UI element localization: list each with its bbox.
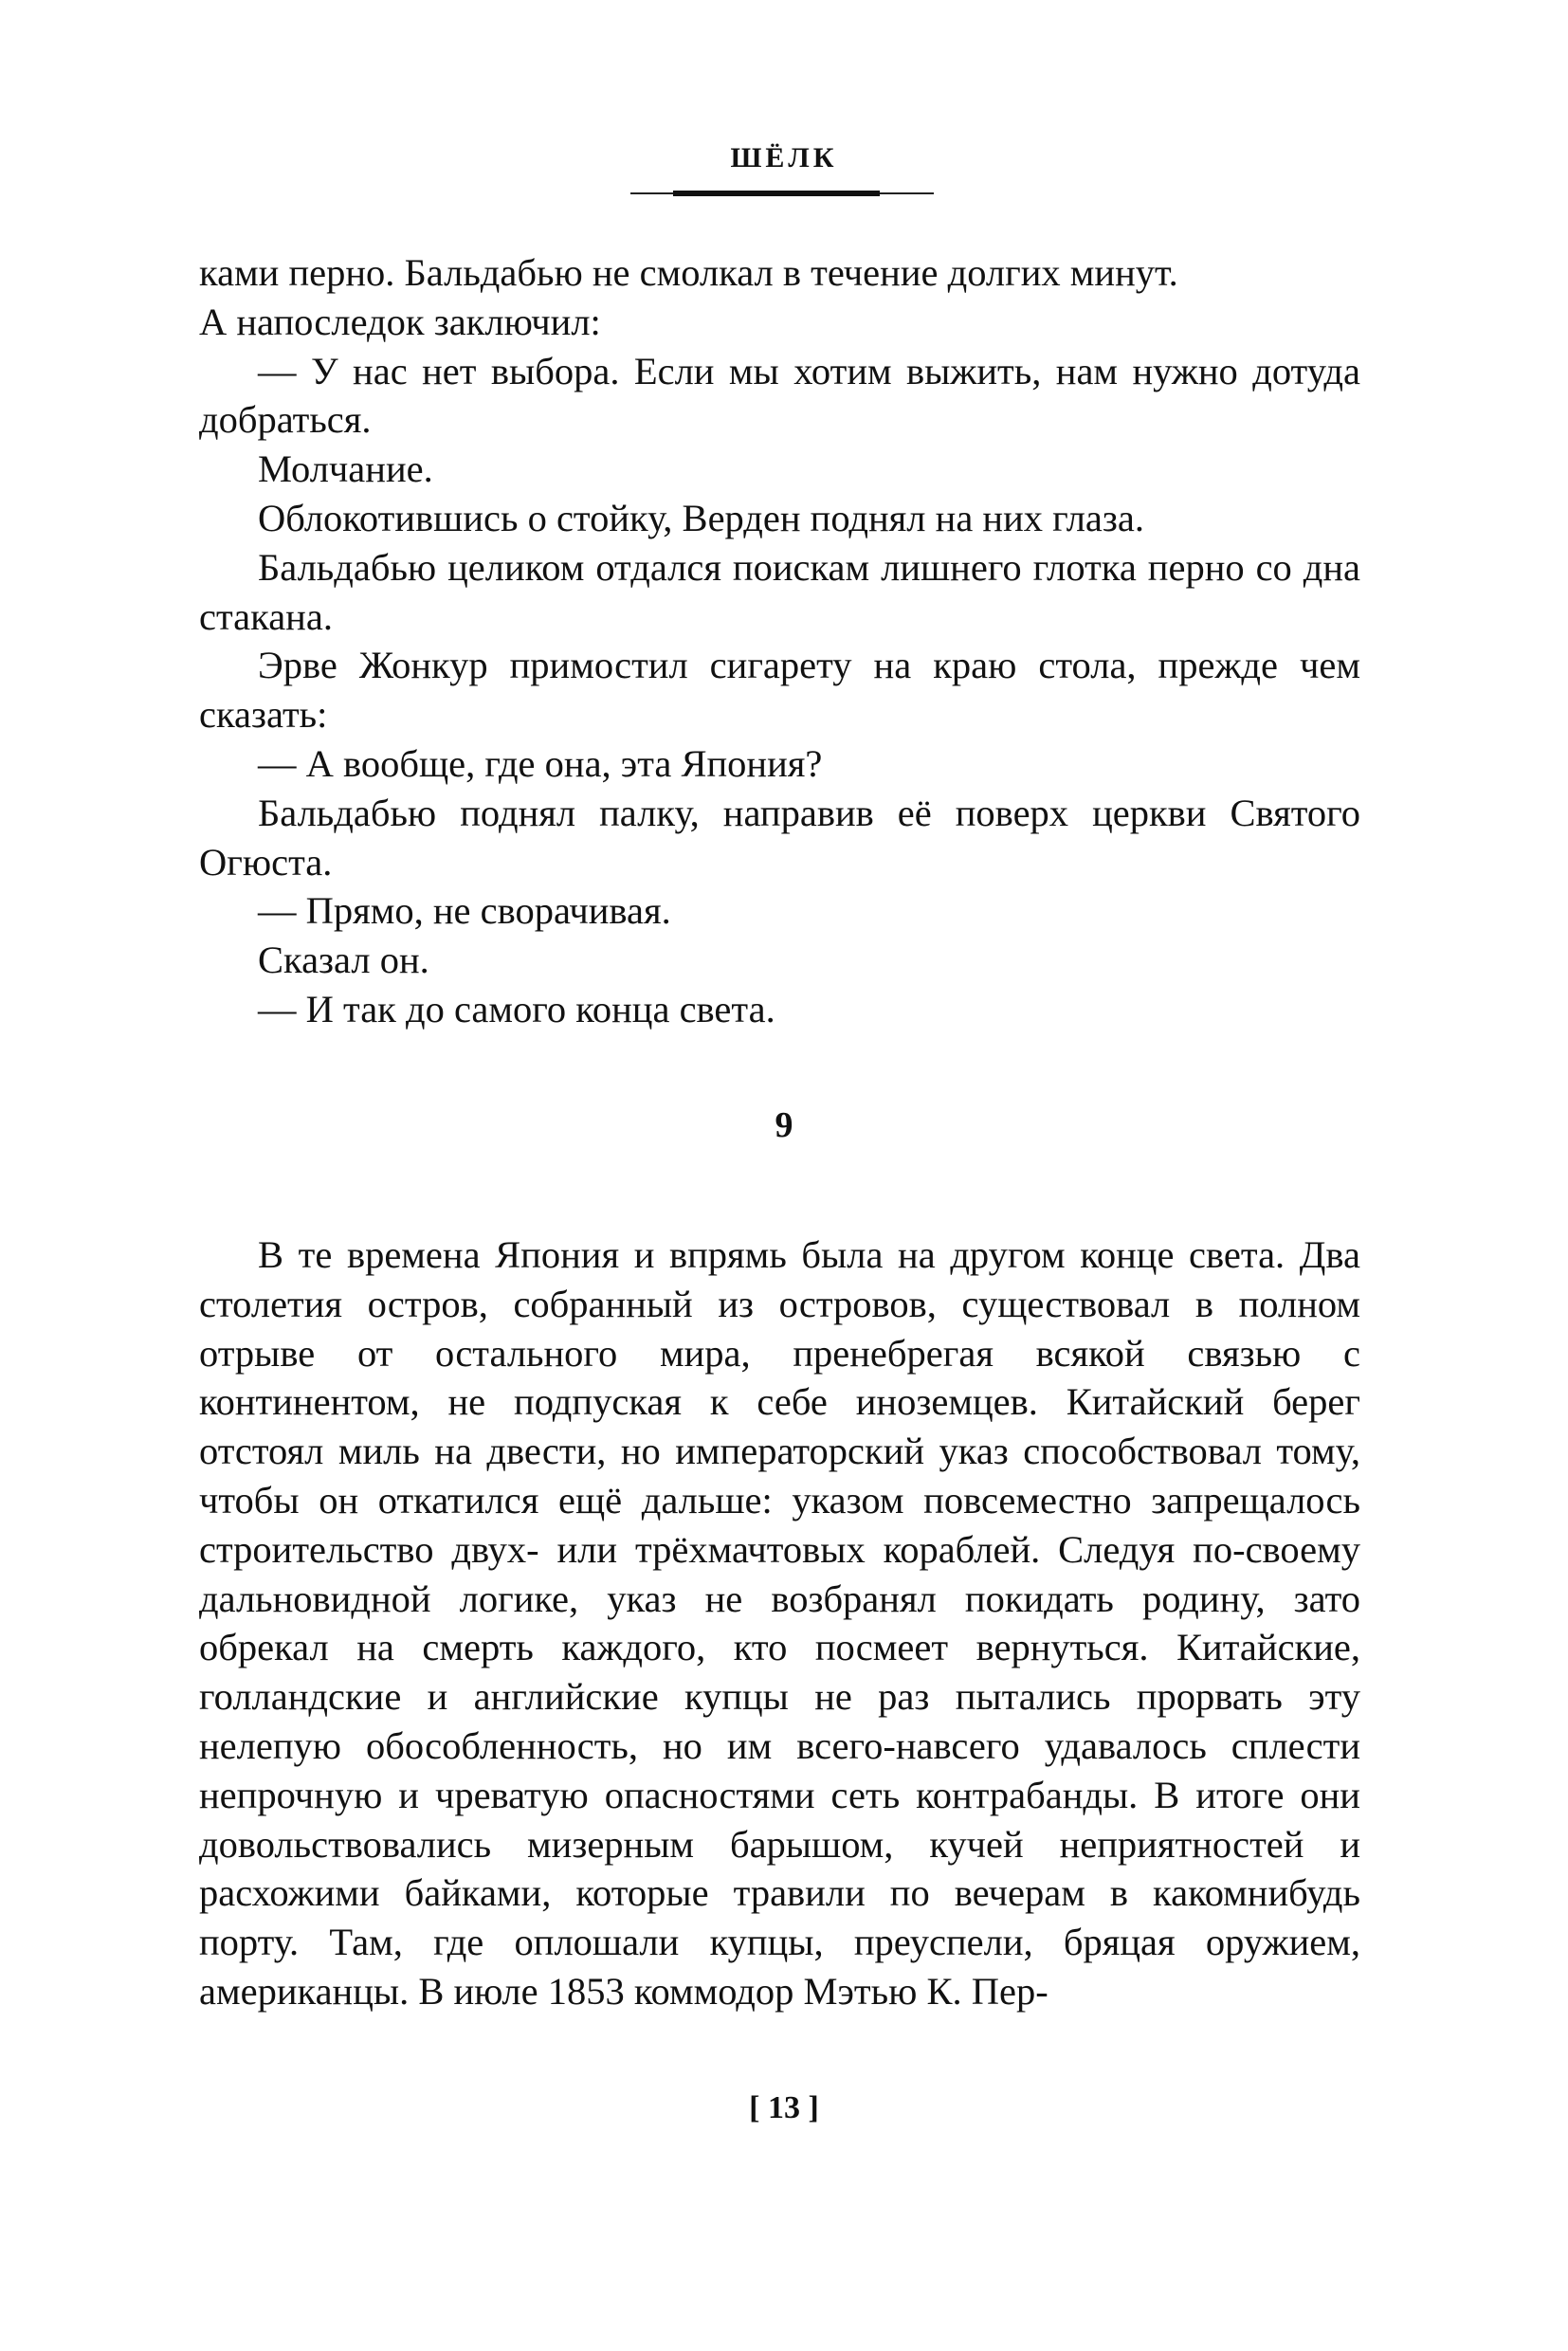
running-head-title: ШЁЛК [730, 142, 838, 173]
page-number: [ 13 ] [749, 2090, 819, 2125]
paragraph: ками перно. Бальдабью не смолкал в течение долгих минут. [199, 251, 1178, 294]
paragraph: Эрве Жонкур примостил сигарету на краю стола, прежде чем сказать: [199, 644, 1360, 737]
paragraph: — У нас нет выбора. Если мы хотим выжить, нам нужно дотуда добраться. [199, 349, 1360, 442]
paragraph: Молчание. [258, 447, 433, 491]
paragraph: Бальдабью целиком отдался поискам лишнего глотка перно со дна стакана. [199, 545, 1360, 638]
paragraph: — А вообще, где она, эта Япония? [258, 741, 823, 785]
paragraph: Облокотившись о стойку, Верден поднял на них глаза. [258, 496, 1144, 539]
paragraph: — И так до самого конца света. [258, 987, 775, 1030]
text-block-chapter-9 [199, 1230, 1360, 2016]
chapter-number: 9 [775, 1105, 793, 1145]
paragraph: Бальдабью поднял палку, направив её поверх церкви Святого Огюста. [199, 791, 1360, 884]
text-block-dialogue [199, 248, 1360, 1034]
paragraph: — Прямо, не сворачивая. [258, 889, 671, 933]
paragraph: Сказал он. [258, 939, 429, 982]
header-rule-thick [673, 191, 880, 196]
paragraph: А напоследок заключил: [199, 300, 601, 343]
paragraph: В те времена Япония и впрямь была на другом конце света. Два столетия остров, собранный из островов, существовал в полном отрыве от остального мира, пренебрегая всякой связью с континентом, не подпуская к себе иноземцев. Китайский берег отстоял миль на двести, но императорский указ способствовал тому, чтобы он откатился ещё дальше: указом повсеместно запрещалось строительство двух- или трёхмачтовых кораблей. Следуя по-своему дальновидной логике, указ не возбранял покидать родину, зато обрекал на смерть каждого, кто посмеет вернуться. Китайские, голландские и английские купцы не раз пытались прорвать эту нелепую обособленность, но им всего-навсего удавалось сплести непрочную и чреватую опасностями сеть контрабанды. В итоге они довольствовались мизерным барышом, кучей неприятностей и расхожими байками, которые травили по вечерам в какомнибудь порту. Там, где оплошали купцы, преуспели, бряцая оружием, американцы. В июле 1853 коммодор Мэтью К. Пер- [199, 1233, 1360, 2013]
